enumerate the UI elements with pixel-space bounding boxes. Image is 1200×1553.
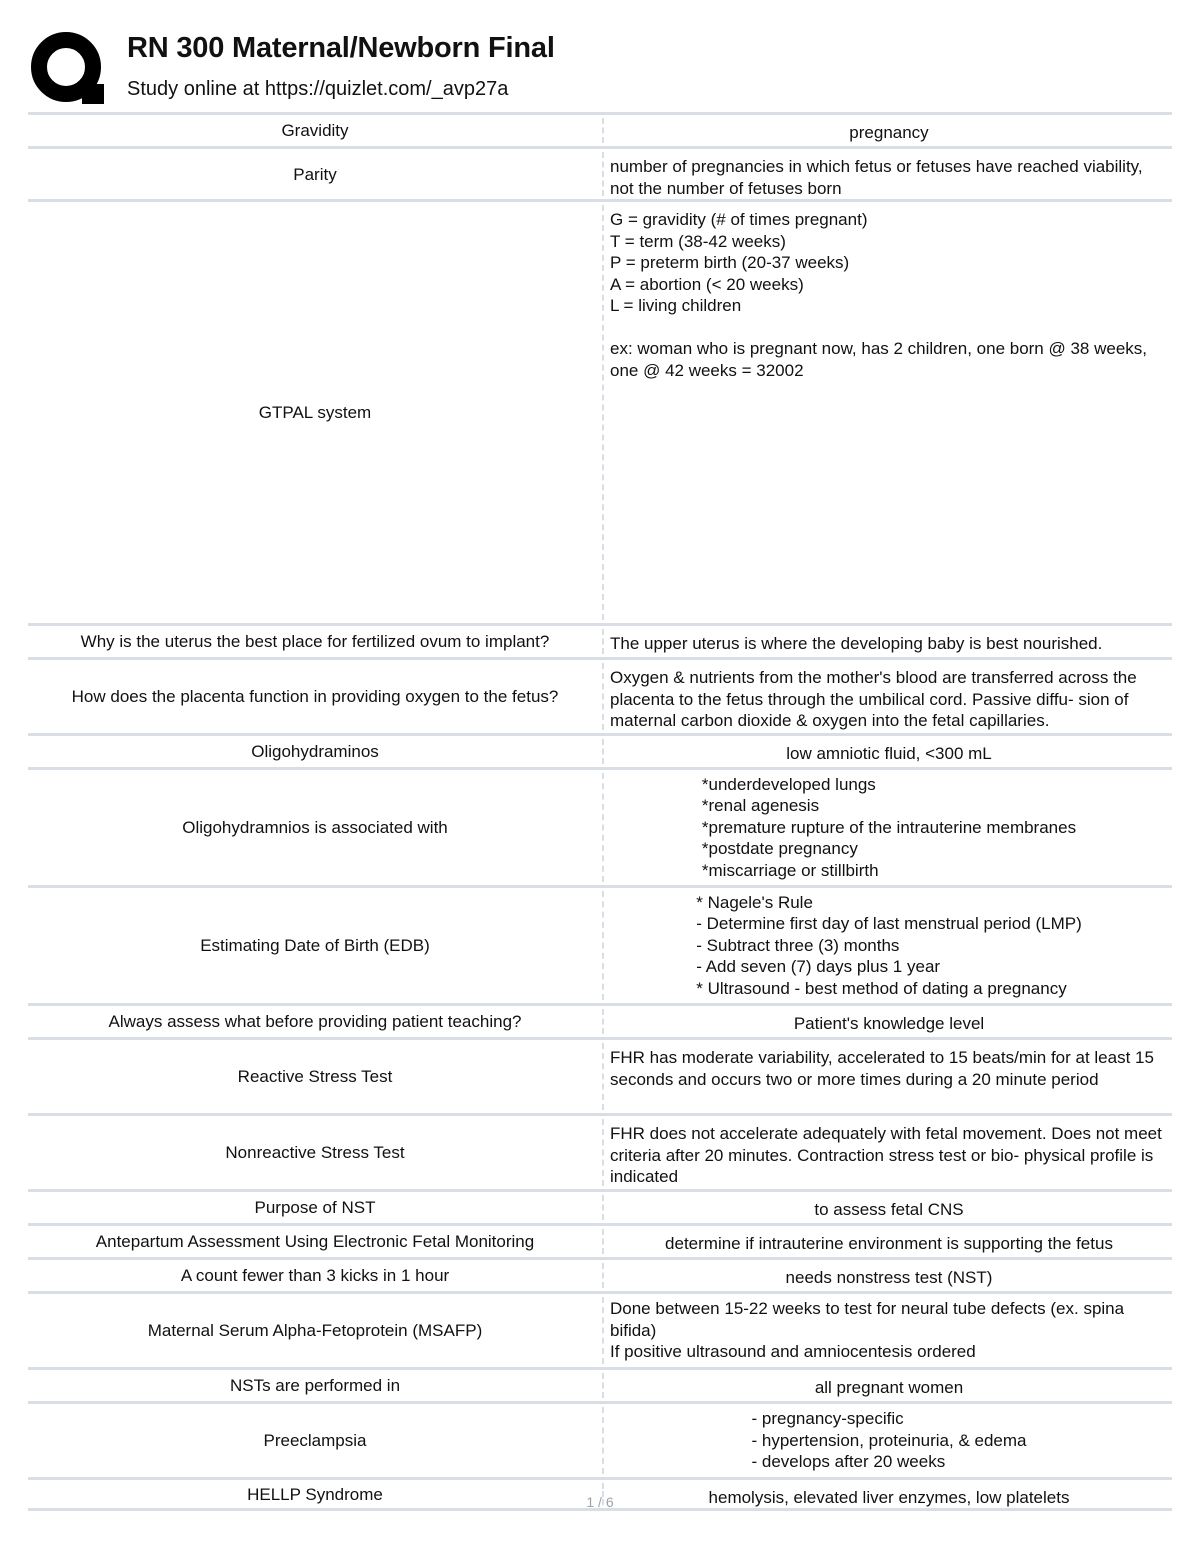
flashcard-row [28,657,1172,733]
card-term: Gravidity [281,121,349,140]
card-term: Maternal Serum Alpha-Fetoprotein (MSAFP) [147,1321,483,1340]
card-term: NSTs are performed in [229,1376,401,1395]
card-definition [602,773,1172,882]
card-definition [602,1407,1172,1474]
card-term: Oligohydraminos [251,742,379,761]
card-definition: Patient's knowledge level [602,1009,1172,1034]
card-term: Preeclampsia [263,1431,367,1450]
card-definition [602,1297,1172,1364]
card-definition-text: Done between 15-22 weeks to test for neural tube defects (ex. spina bifida) If positive ultrasound and amniocentesis ordered [610,1299,1125,1362]
card-definition [602,891,1172,1000]
card-definition: G = gravidity (# of times pregnant) T = term (38-42 weeks) P = preterm birth (20-37 weeks) A = abortion (< 20 weeks) L = living children ex: woman who is pregnant now, has 2 children, one born @ 38 weeks, one @ 42 weeks = 32002 [602,205,1172,620]
card-definition: pregnancy [602,118,1172,143]
card-definition: needs nonstress test (NST) [602,1263,1172,1288]
card-definition: FHR does not accelerate adequately with fetal movement. Does not meet criteria after 20 minutes. Contraction stress test or bio- physical profile is indicated [602,1119,1172,1186]
card-term: Always assess what before providing patient teaching? [108,1012,522,1031]
card-definition: all pregnant women [602,1373,1172,1398]
flashcard-row [28,112,1172,146]
card-definition-text: * Nagele's Rule - Determine first day of last menstrual period (LMP) - Subtract three (3) months - Add seven (7) days plus 1 year * Ultrasound - best method of dating a pregnancy [696,892,1082,998]
card-definition-text: - pregnancy-specific - hypertension, proteinuria, & edema - develops after 20 weeks [751,1409,1027,1472]
card-definition: Oxygen & nutrients from the mother's blood are transferred across the placenta to the fetus through the umbilical cord. Passive diffu- sion of maternal carbon dioxide & oxygen into the fetal capillaries. [602,663,1172,730]
page-number: 1 / 6 [586,1494,614,1510]
card-term: Estimating Date of Birth (EDB) [200,936,430,955]
page-subtitle: Study online at https://quizlet.com/_avp27a [127,78,509,100]
flashcard-row [28,1223,1172,1257]
card-term: GTPAL system [258,403,372,422]
flashcard-row [28,885,1172,1003]
flashcard-row [28,199,1172,623]
flashcard-row [28,733,1172,767]
card-definition: determine if intrauterine environment is supporting the fetus [602,1229,1172,1254]
flashcard-row [28,146,1172,199]
card-definition-text: *underdeveloped lungs *renal agenesis *premature rupture of the intrauterine membranes *postdate pregnancy *miscarriage or stillbirth [701,774,1077,880]
card-term: A count fewer than 3 kicks in 1 hour [180,1266,450,1285]
flashcard-row [28,1291,1172,1367]
card-term: How does the placenta function in providing oxygen to the fetus? [71,687,559,706]
card-definition: The upper uterus is where the developing baby is best nourished. [602,629,1172,654]
quizlet-logo-icon [30,30,108,108]
card-definition: hemolysis, elevated liver enzymes, low platelets [602,1483,1172,1505]
flashcard-row [28,767,1172,885]
card-term: Why is the uterus the best place for fertilized ovum to implant? [80,632,550,651]
flashcard-row [28,1003,1172,1037]
flashcard-row [28,1257,1172,1291]
card-term: HELLP Syndrome [247,1484,383,1504]
card-term: Nonreactive Stress Test [225,1143,405,1162]
flashcard-row [28,1037,1172,1113]
card-term: Parity [293,164,337,184]
card-definition: FHR has moderate variability, accelerated to 15 beats/min for at least 15 seconds and occurs two or more times during a 20 minute period [602,1043,1172,1110]
card-term: Reactive Stress Test [237,1067,393,1086]
page-header [30,28,1180,112]
page-title: RN 300 Maternal/Newborn Final [127,32,555,64]
flashcard-row [28,1401,1172,1477]
flashcard-row [28,623,1172,657]
card-definition: low amniotic fluid, <300 mL [602,739,1172,764]
card-term: Oligohydramnios is associated with [182,818,448,837]
card-term: Antepartum Assessment Using Electronic Fetal Monitoring [95,1232,535,1251]
card-definition: to assess fetal CNS [602,1195,1172,1220]
card-term: Purpose of NST [254,1198,376,1217]
flashcard-row [28,1189,1172,1223]
flashcard-row [28,1113,1172,1189]
flashcard-table [28,112,1172,1511]
card-definition: number of pregnancies in which fetus or fetuses have reached viability, not the number of fetuses born [602,152,1172,196]
flashcard-row [28,1367,1172,1401]
